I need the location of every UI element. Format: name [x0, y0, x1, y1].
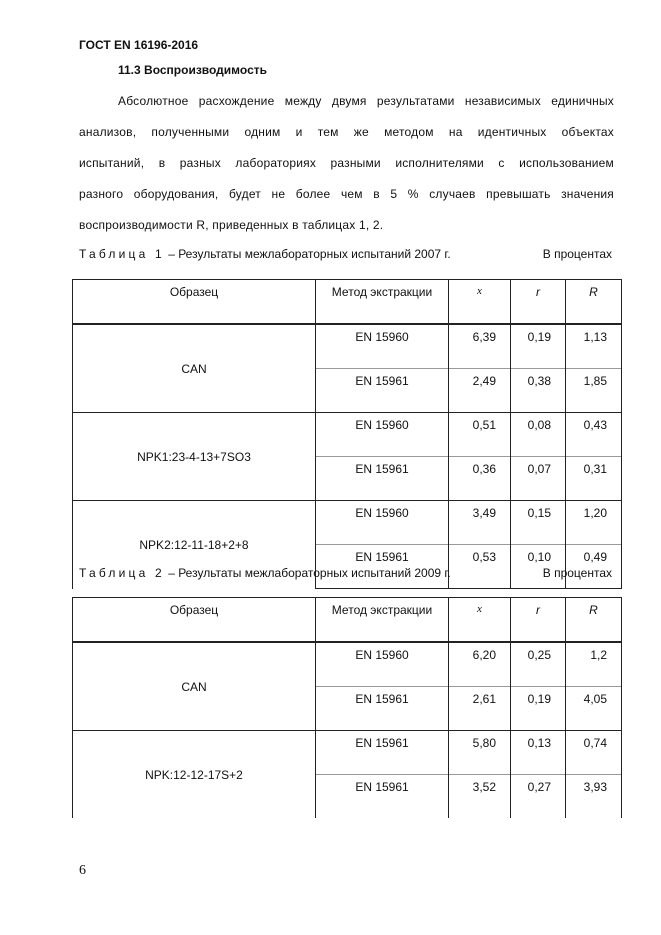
table1-caption-label: Таблица 1: [79, 247, 165, 261]
table-header-row: [73, 280, 622, 325]
r-cell: 0,08: [511, 413, 566, 457]
r-cell: 0,38: [511, 369, 566, 413]
r-cell: 0,15: [511, 501, 566, 545]
R-cell: 0,74: [566, 731, 622, 775]
sample-cell: NPK1:23-4-13+7SO3: [73, 413, 316, 501]
r-cell: 0,13: [511, 731, 566, 775]
method-cell: EN 15960: [316, 501, 449, 545]
reproducibility-paragraph: [79, 86, 614, 241]
table2-caption-text: – Результаты межлабораторных испытаний 2009 г.: [164, 566, 451, 580]
paragraph-line: воспроизводимости R, приведенных в таблицах 1, 2.: [79, 218, 384, 232]
method-cell: EN 15960: [316, 413, 449, 457]
document-header: ГОСТ EN 16196-2016: [79, 38, 199, 52]
col-header-method: Метод экстракции: [316, 598, 449, 643]
section-title: 11.3 Воспроизводимость: [118, 63, 267, 77]
x-cell: 2,49: [449, 369, 511, 413]
table-row: [73, 324, 622, 369]
R-cell: 1,2: [566, 642, 622, 687]
R-cell: 3,93: [566, 775, 622, 819]
col-header-x: x: [449, 280, 511, 325]
x-cell: 6,39: [449, 324, 511, 369]
x-cell: 6,20: [449, 642, 511, 687]
table-row: [73, 501, 622, 545]
x-cell: 0,51: [449, 413, 511, 457]
r-cell: 0,07: [511, 457, 566, 501]
method-cell: EN 15961: [316, 775, 449, 819]
method-cell: EN 15961: [316, 457, 449, 501]
col-header-r: r: [511, 280, 566, 325]
table-row: [73, 642, 622, 687]
x-cell: 3,49: [449, 501, 511, 545]
r-cell: 0,10: [511, 545, 566, 589]
paragraph-line: испытаний, в разных лабораториях разными исполнителями с использованием: [79, 156, 614, 170]
sample-cell: NPK:12-12-17S+2: [73, 731, 316, 819]
sample-cell: CAN: [73, 324, 316, 413]
table1-caption: [79, 247, 612, 261]
col-header-sample: Образец: [73, 280, 316, 325]
table2-units: В процентах: [542, 566, 612, 580]
paragraph-line: разного оборудования, будет не более чем в 5 % случаев превышать значения: [79, 187, 614, 201]
table1-units: В процентах: [542, 247, 612, 261]
x-cell: 3,52: [449, 775, 511, 819]
R-cell: 0,49: [566, 545, 622, 589]
table2-caption-label: Таблица 2: [79, 566, 165, 580]
method-cell: EN 15961: [316, 369, 449, 413]
col-header-sample: Образец: [73, 598, 316, 643]
method-cell: EN 15960: [316, 324, 449, 369]
R-cell: 1,20: [566, 501, 622, 545]
R-cell: 1,85: [566, 369, 622, 413]
table1-caption-text: – Результаты межлабораторных испытаний 2007 г.: [164, 247, 451, 261]
paragraph-line: анализов, полученными одним и тем же методом на идентичных объектах: [79, 125, 614, 139]
table-row: [73, 413, 622, 457]
page-number: 6: [79, 863, 86, 878]
col-header-R: R: [566, 280, 622, 325]
table-row: [73, 731, 622, 775]
x-cell: 5,80: [449, 731, 511, 775]
sample-cell: CAN: [73, 642, 316, 731]
x-cell: 2,61: [449, 687, 511, 731]
col-header-R: R: [566, 598, 622, 643]
results-table-2007: [72, 279, 622, 589]
col-header-method: Метод экстракции: [316, 280, 449, 325]
method-cell: EN 15961: [316, 687, 449, 731]
method-cell: EN 15960: [316, 642, 449, 687]
col-header-r: r: [511, 598, 566, 643]
table2-caption: [79, 566, 612, 580]
table-header-row: [73, 598, 622, 643]
x-cell: 0,53: [449, 545, 511, 589]
R-cell: 4,05: [566, 687, 622, 731]
method-cell: EN 15961: [316, 545, 449, 589]
sample-cell: NPK2:12-11-18+2+8: [73, 501, 316, 589]
r-cell: 0,19: [511, 324, 566, 369]
R-cell: 1,13: [566, 324, 622, 369]
x-cell: 0,36: [449, 457, 511, 501]
results-table-2009: [72, 597, 622, 818]
R-cell: 0,43: [566, 413, 622, 457]
paragraph-line: Абсолютное расхождение между двумя результатами независимых единичных: [118, 94, 614, 108]
r-cell: 0,25: [511, 642, 566, 687]
method-cell: EN 15961: [316, 731, 449, 775]
r-cell: 0,19: [511, 687, 566, 731]
R-cell: 0,31: [566, 457, 622, 501]
r-cell: 0,27: [511, 775, 566, 819]
col-header-x: x: [449, 598, 511, 643]
